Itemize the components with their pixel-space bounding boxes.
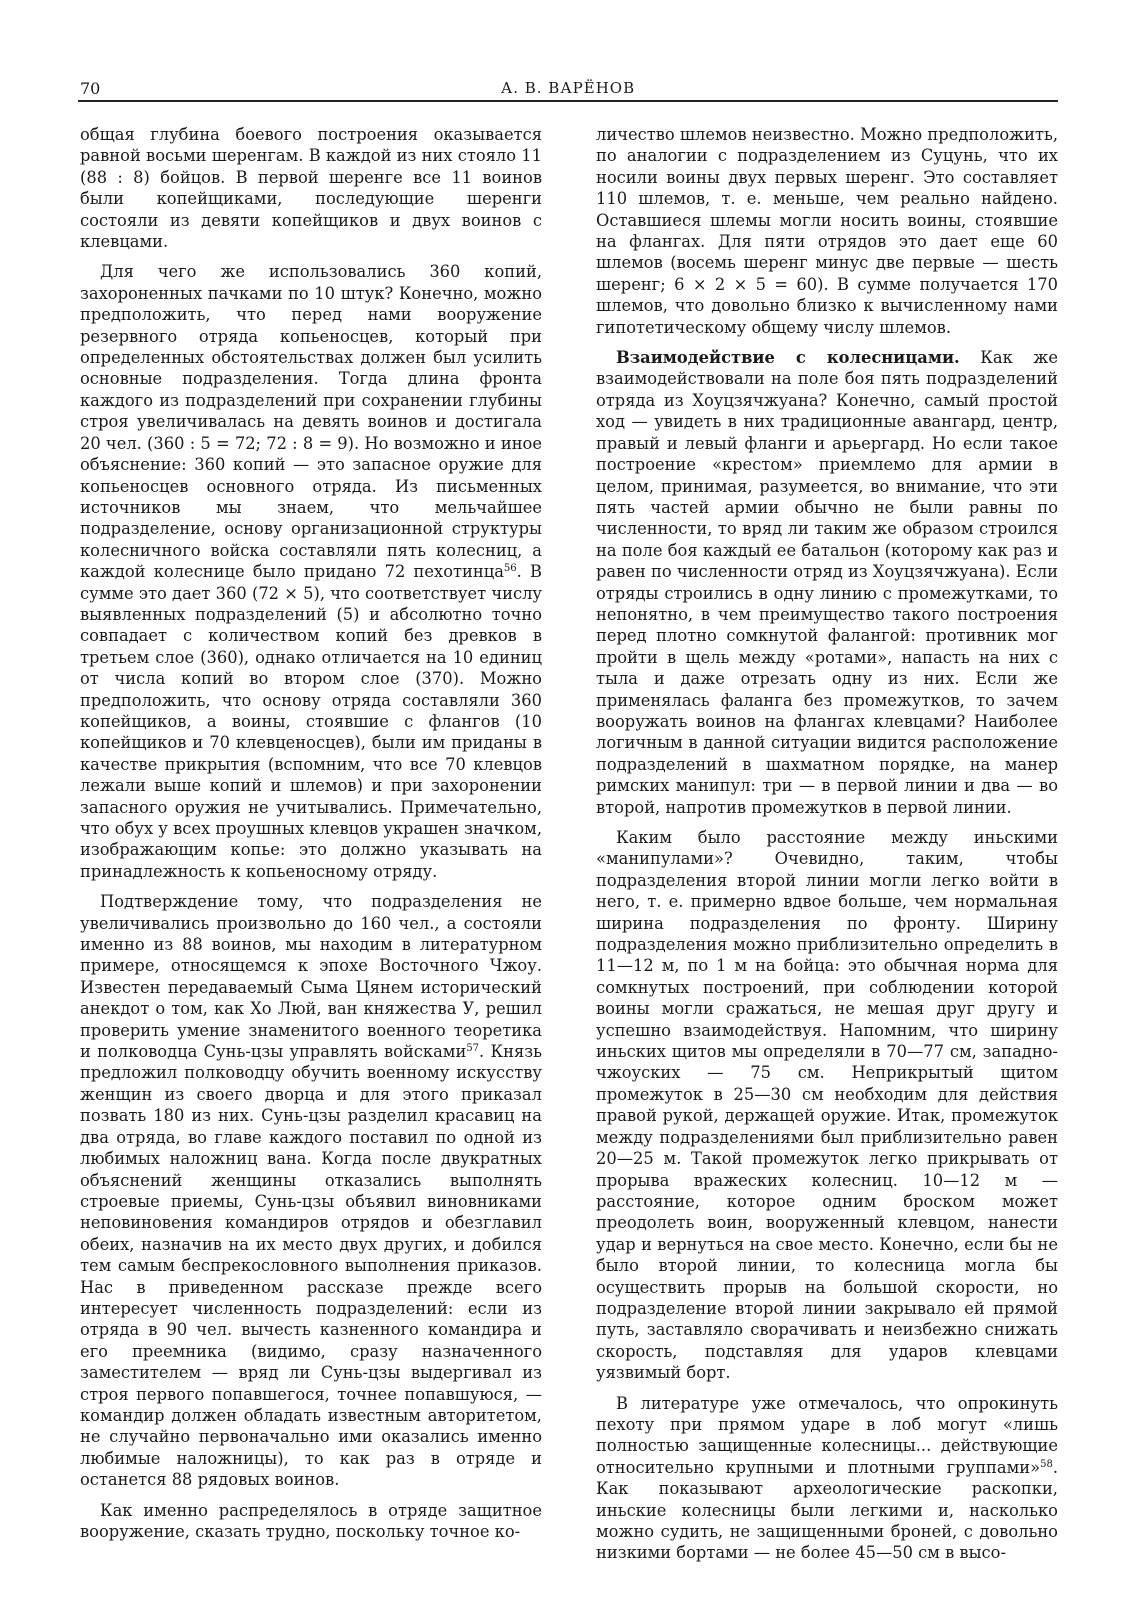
footnote-ref: 56 xyxy=(503,563,517,575)
section-heading: Взаимодействие с колесницами. xyxy=(616,348,960,368)
paragraph: личество шлемов неизвестно. Можно предположить, по аналогии с подразделением из Суцунь, что их носили воины двух первых шеренг. Это составляет 110 шлемов, т. е. меньше, чем реально найдено. Оставшиеся шлемы могли носить воины, стоявшие на флангах. Для пяти отрядов это дает еще 60 шлемов (восемь шеренг минус две первые — шесть шеренг; 6 × 2 × 5 = 60). В сумме получается 170 шлемов, что довольно близко к вычисленному нами гипотетическому общему числу шлемов. xyxy=(596,125,1058,337)
running-title: А. В. ВАРЁНОВ xyxy=(500,79,636,97)
paragraph: Подтверждение тому, что подразделения не увеличивались произвольно до 160 чел., а состояли именно из 88 воинов, мы находим в литературном примере, относящемся к эпохе Восточного Чжоу. Известен передаваемый Сыма Цянем исторический анекдот о том, как Хо Люй, ван княжества У, решил проверить умение знаменитого военного теоретика и полководца Сунь-цзы управлять войсками$^{57}$. Князь предложил полководцу обучить военному искусству женщин из своего дворца и для этого приказал позвать 180 из них. Сунь-цзы разделил красавиц на два отряда, во главе каждого поставил по одной из любимых наложниц вана. Когда после двукратных объяснений женщины отказались выполнять строевые приемы, Сунь-цзы объявил виновниками неповиновения командиров отрядов и обезглавил обеих, назначив на их место двух других, и добился тем самым беспрекословного выполнения приказов. Нас в приведенном рассказе прежде всего интересует численность подразделений: если из отряда в 90 чел. вычесть казненного командира и его преемника (видимо, сразу назначенного заместителем — вряд ли Сунь-цзы выдергивал из строя первого попавшегося, точнее попавшуюся, — командир должен обладать известным авторитетом, не случайно первоначально ими оказались именно любимые наложницы), то как раз в отряде и останется 88 рядовых воинов. xyxy=(80,892,542,1490)
paragraph: Как именно распределялось в отряде защитное вооружение, сказать трудно, поскольку точное ко- xyxy=(80,1500,542,1541)
footnote-ref: 57 xyxy=(466,1043,480,1055)
page-header xyxy=(78,78,1058,102)
footnote-ref: 58 xyxy=(1040,1458,1053,1470)
paragraph: Взаимодействие с колесницами. Как же взаимодействовали на поле боя пять подразделений отряда из Хоуцзячжуана? Конечно, самый простой ход — увидеть в них традиционные авангард, центр, правый и левый фланги и арьергард. Но если такое построение «крестом» приемлемо для армии в целом, принимая, разумеется, во внимание, что эти пять частей армии обычно не были равны по численности, то вряд ли таким же образом строился на поле боя каждый ее батальон (которому как раз и равен по численности отряд из Хоуцзячжуана). Если отряды строились в одну линию с промежутками, то непонятно, в чем преимущество такого построения перед плотно сомкнутой фалангой: противник мог пройти в щель между «ротами», напасть на них с тыла и даже отрезать одну из них. Если же применялась фаланга без промежутков, то зачем вооружать воинов на флангах клевцами? Наиболее логичным в данной ситуации видится расположение подразделений в шахматном порядке, на манер римских манипул: три — в первой линии и два — во второй, напротив промежутков в первой линии. xyxy=(596,348,1058,817)
paragraph: В литературе уже отмечалось, что опрокинуть пехоту при прямом ударе в лоб могут «лишь полностью защищенные колесницы... действующие относительно крупными и плотными группами»$^{58}$. Как показывают археологические раскопки, иньские колесницы были легкими и, насколько можно судить, не защищенными броней, с довольно низкими бортами — не более 45—50 см в высо- xyxy=(596,1393,1058,1563)
paragraph: Каким было расстояние между иньскими «манипулами»? Очевидно, таким, чтобы подразделения второй линии могли легко войти в него, т. е. примерно вдвое больше, чем нормальная ширина подразделения по фронту. Ширину подразделения можно приблизительно определить в 11—12 м, по 1 м на бойца: это обычная норма для сомкнутых построений, при соблюдении которой воины могли сражаться, не мешая друг другу и успешно взаимодействуя. Напомним, что ширину иньских щитов мы определяли в 70—77 см, западно-чжоуских — 75 см. Неприкрытый щитом промежуток в 25—30 см необходим для действия правой рукой, держащей оружие. Итак, промежуток между подразделениями был приблизительно равен 20—25 м. Такой промежуток легко прикрывать от прорыва вражеских колесниц. 10—12 м — расстояние, которое одним броском может преодолеть воин, вооруженный клевцом, нанести удар и вернуться на свое место. Конечно, если бы не было второй линии, то колесница могла бы осуществить прорыв на большой скорости, но подразделение второй линии закрывало ей прямой путь, заставляло сворачивать и неизбежно снижать скорость, подставляя для ударов клевцами уязвимый борт. xyxy=(596,828,1058,1383)
right-column xyxy=(596,124,1058,1564)
left-column xyxy=(80,124,542,1542)
paragraph: Для чего же использовались 360 копий, захороненных пачками по 10 штук? Конечно, можно предположить, что перед нами вооружение резервного отряда копьеносцев, который при определенных обстоятельствах должен был усилить основные подразделения. Тогда длина фронта каждого из подразделений при сохранении глубины строя увеличивалась на девять воинов и достигала 20 чел. (360 : 5 = 72; 72 : 8 = 9). Но возможно и иное объяснение: 360 копий — это запасное оружие для копьеносцев основного отряда. Из письменных источников мы знаем, что мельчайшее подразделение, основу организационной структуры колесничного войска составляли пять колесниц, а каждой колеснице было придано 72 пехотинца$^{56}$. В сумме это дает 360 (72 × 5), что соответствует числу выявленных подразделений (5) и абсолютно точно совпадает с количеством копий без древков в третьем слое (360), однако отличается на 10 единиц от числа копий во втором слое (370). Можно предположить, что основу отряда составляли 360 копейщиков, а воины, стоявшие с флангов (10 копейщиков и 70 клевценосцев), были им приданы в качестве прикрытия (вспомним, что все 70 клевцов лежали выше копий и шлемов) и при захоронении запасного оружия не учитывались. Примечательно, что обух у всех проушных клевцов украшен значком, изображающим копье: это должно указывать на принадлежность к копьеносному отряду. xyxy=(80,262,542,881)
page-number: 70 xyxy=(80,79,101,98)
paragraph: общая глубина боевого построения оказывается равной восьми шеренгам. В каждой из них стояло 11 (88 : 8) бойцов. В первой шеренге все 11 воинов были копейщиками, последующие шеренги состояли из девяти копейщиков и двух воинов с клевцами. xyxy=(80,125,542,252)
